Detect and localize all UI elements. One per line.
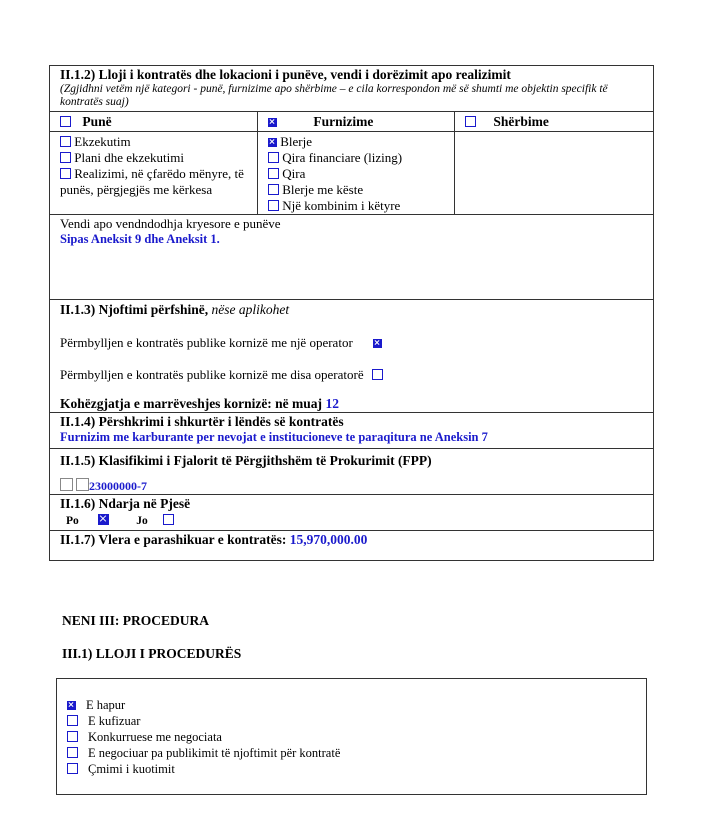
- category-sherbime[interactable]: [454, 112, 653, 131]
- category-pune[interactable]: [50, 112, 257, 131]
- option-qira[interactable]: [268, 166, 444, 182]
- procedure-type-heading: III.1) LLOJI I PROCEDURËS: [62, 646, 242, 661]
- checkbox-lots-no[interactable]: [163, 514, 174, 525]
- category-sherbime-label: Shërbime: [493, 114, 549, 129]
- option-ekzekutim-label: Ekzekutim: [74, 134, 131, 149]
- procedure-negotiated-no-publication-label: E negociuar pa publikimit të njoftimit për kontratë: [88, 746, 341, 760]
- framework-duration-value: 12: [325, 396, 339, 411]
- neni-III-heading: NENI III: PROCEDURA: [62, 613, 210, 628]
- procedure-restricted[interactable]: [67, 713, 646, 729]
- checkbox-ekzekutim[interactable]: [60, 136, 71, 147]
- sherbime-options: [454, 132, 653, 214]
- checkbox-pune[interactable]: [60, 116, 71, 127]
- checkbox-qira[interactable]: [268, 168, 279, 179]
- section-II-1-3: [50, 299, 653, 412]
- section-II-1-6-title: II.1.6) Ndarja në Pjesë: [60, 496, 191, 511]
- section-II-1-2-title: II.1.2) Lloji i kontratës dhe lokacioni i punëve, vendi i dorëzimit apo realizimit: [60, 67, 511, 82]
- checkbox-procedure-negotiated-no-publication[interactable]: [67, 747, 78, 758]
- option-qira-financiare[interactable]: [268, 150, 444, 166]
- framework-duration-label: Kohëzgjatja e marrëveshjes kornizë: në muaj: [60, 396, 323, 411]
- option-blerje-me-keste-label: Blerje me këste: [282, 182, 364, 197]
- section-II-1-5-title: II.1.5) Klasifikimi i Fjalorit të Përgjithshëm të Prokurimit (FPP): [60, 453, 432, 468]
- procedure-negotiated-no-publication[interactable]: [67, 745, 646, 761]
- section-II-1-6: [50, 494, 653, 530]
- option-blerje[interactable]: [268, 134, 444, 150]
- category-furnizime[interactable]: [257, 112, 454, 131]
- option-qira-label: Qira: [282, 166, 306, 181]
- option-kombinim-label: Një kombinim i këtyre: [282, 198, 401, 213]
- checkbox-one-operator[interactable]: [373, 339, 382, 348]
- contract-form-table: [49, 65, 654, 561]
- option-blerje-label: Blerje: [280, 134, 313, 149]
- procedure-open-label: E hapur: [86, 698, 126, 712]
- option-ekzekutim[interactable]: [60, 134, 247, 150]
- cpv-code: 23000000-7: [89, 479, 147, 493]
- checkbox-qira-financiare[interactable]: [268, 152, 279, 163]
- framework-duration: [60, 396, 643, 412]
- estimated-value-label: II.1.7) Vlera e parashikuar e kontratës:: [60, 532, 287, 547]
- procedure-restricted-label: E kufizuar: [88, 714, 141, 728]
- lots-yes-label: Po: [66, 515, 79, 527]
- options-row: [50, 131, 653, 214]
- cpv-box-2: [76, 478, 89, 491]
- option-multiple-operators[interactable]: [60, 367, 643, 383]
- option-kombinim[interactable]: [268, 198, 444, 214]
- option-blerje-me-keste[interactable]: [268, 182, 444, 198]
- checkbox-furnizime[interactable]: [268, 118, 277, 127]
- option-realizimi[interactable]: [60, 166, 247, 198]
- procedure-type-box: [56, 678, 647, 795]
- checkbox-procedure-restricted[interactable]: [67, 715, 78, 726]
- estimated-value: [60, 532, 643, 548]
- procedure-competitive-negotiation-label: Konkurruese me negociata: [88, 730, 222, 744]
- section-II-1-7: [50, 530, 653, 560]
- estimated-value-amount: 15,970,000.00: [289, 532, 368, 547]
- category-pune-label: Punë: [82, 114, 112, 129]
- lots-options: [60, 512, 643, 529]
- category-furnizime-label: Furnizime: [313, 114, 374, 129]
- checkbox-realizimi[interactable]: [60, 168, 71, 179]
- option-one-operator[interactable]: [60, 335, 643, 351]
- section-II-1-2-header: [50, 66, 653, 111]
- furnizime-options: [257, 132, 454, 214]
- option-multiple-operators-label: Përmbylljen e kontratës publike kornizë me disa operatorë: [60, 367, 364, 382]
- section-II-1-4-title: II.1.4) Përshkrimi i shkurtër i lëndës së kontratës: [60, 414, 344, 429]
- contract-description: Furnizim me karburante per nevojat e institucioneve te paraqitura ne Aneksin 7: [60, 430, 488, 444]
- section-II-1-3-title-text: II.1.3) Njoftimi përfshinë,: [60, 302, 209, 317]
- procedure-price-quotation[interactable]: [67, 761, 646, 777]
- procedure-open[interactable]: [67, 697, 646, 713]
- location-row: [50, 214, 653, 299]
- checkbox-blerje[interactable]: [268, 138, 277, 147]
- checkbox-procedure-price-quotation[interactable]: [67, 763, 78, 774]
- location-value: Sipas Aneksit 9 dhe Aneksit 1.: [60, 232, 220, 246]
- cpv-box-1: [60, 478, 73, 491]
- section-II-1-4: [50, 412, 653, 448]
- checkbox-procedure-open[interactable]: [67, 701, 76, 710]
- checkbox-plani-ekzekutimi[interactable]: [60, 152, 71, 163]
- option-realizimi-label: Realizimi, në çfarëdo mënyre, të punës, përgjegjës me kërkesa: [60, 166, 244, 197]
- procedure-price-quotation-label: Çmimi i kuotimit: [88, 762, 175, 776]
- section-II-1-3-title: [60, 301, 643, 319]
- option-plani-ekzekutimi-label: Plani dhe ekzekutimi: [74, 150, 185, 165]
- location-label: Vendi apo vendndodhja kryesore e punëve: [60, 216, 281, 231]
- cpv-code-row: [60, 478, 643, 493]
- section-II-1-2-note: (Zgjidhni vetëm një kategori - punë, furnizime apo shërbime – e cila korrespondon më së shumti me objektin specifik të kontratës suaj): [60, 83, 608, 108]
- section-II-1-3-title-note: nëse aplikohet: [211, 302, 290, 317]
- option-plani-ekzekutimi[interactable]: [60, 150, 247, 166]
- category-row: [50, 111, 653, 131]
- pune-options: [50, 132, 257, 214]
- procedure-competitive-negotiation[interactable]: [67, 729, 646, 745]
- checkbox-kombinim[interactable]: [268, 200, 279, 211]
- checkbox-procedure-competitive-negotiation[interactable]: [67, 731, 78, 742]
- section-II-1-5: [50, 448, 653, 494]
- option-qira-financiare-label: Qira financiare (lizing): [282, 150, 403, 165]
- checkbox-sherbime[interactable]: [465, 116, 476, 127]
- checkbox-multiple-operators[interactable]: [372, 369, 383, 380]
- lots-no-label: Jo: [136, 515, 148, 527]
- option-one-operator-label: Përmbylljen e kontratës publike kornizë me një operator: [60, 335, 353, 350]
- checkbox-blerje-me-keste[interactable]: [268, 184, 279, 195]
- checkbox-lots-yes[interactable]: [98, 514, 109, 525]
